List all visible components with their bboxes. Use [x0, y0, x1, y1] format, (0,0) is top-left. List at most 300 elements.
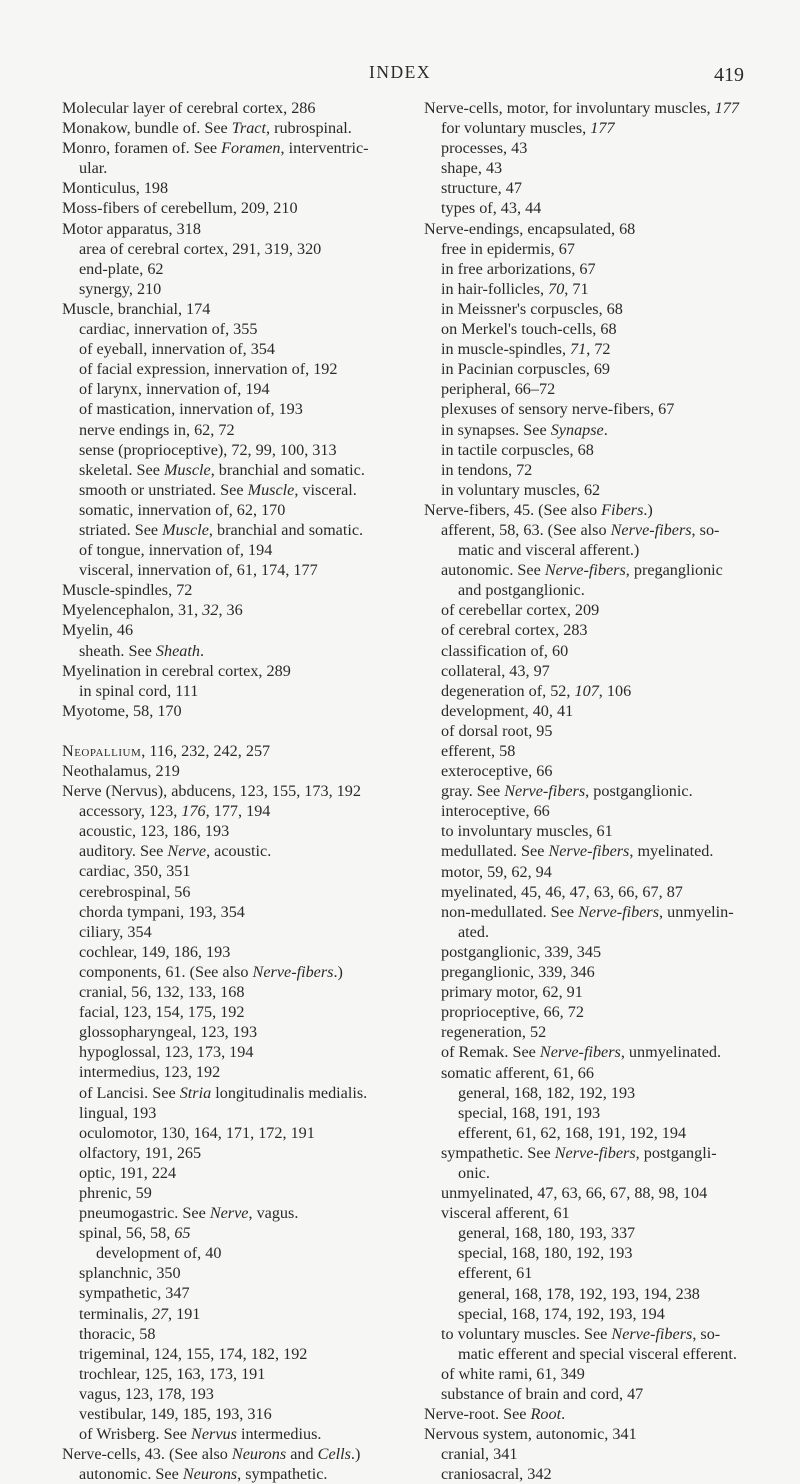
index-subentry — [424, 781, 790, 801]
entry-text: visceral afferent, 61 — [441, 1204, 570, 1223]
cross-reference-text: Muscle — [247, 480, 295, 499]
index-subentry — [62, 1143, 432, 1163]
index-subentry — [424, 460, 790, 480]
entry-text: cochlear, 149, 186, 193 — [79, 942, 231, 961]
entry-text: end-plate, 62 — [79, 259, 164, 278]
index-subentry — [62, 861, 432, 881]
entry-text: plexuses of sensory nerve-fibers, 67 — [441, 400, 675, 419]
entry-text: visceral, innervation of, 61, 174, 177 — [79, 561, 318, 580]
index-subentry — [424, 198, 790, 218]
entry-text: substance of brain and cord, 47 — [441, 1385, 644, 1403]
index-entry — [424, 219, 790, 239]
entry-text: Monakow, bundle of. See — [62, 119, 232, 138]
index-subentry — [424, 902, 790, 922]
entry-text: trochlear, 125, 163, 173, 191 — [79, 1364, 266, 1383]
cross-reference-text: Nerve-fibers — [252, 962, 334, 981]
index-entry — [62, 299, 432, 319]
index-column-left — [62, 98, 432, 1484]
entry-text: and — [286, 1445, 318, 1464]
entry-text: Nerve-cells, 43. (See also — [62, 1445, 232, 1464]
entry-text: collateral, 43, 97 — [441, 661, 550, 680]
entry-text: spinal, 56, 58, — [79, 1224, 175, 1243]
entry-text: oculomotor, 130, 164, 171, 172, 191 — [79, 1123, 315, 1142]
entry-text: Nerve-root. See — [424, 1405, 531, 1424]
index-subentry — [62, 500, 432, 520]
index-subentry — [424, 239, 790, 259]
entry-text: structure, 47 — [441, 179, 522, 198]
entry-text: somatic, innervation of, 62, 170 — [79, 500, 286, 519]
index-subentry — [62, 1203, 432, 1223]
index-subentry — [424, 359, 790, 379]
entry-text: and postganglionic. — [458, 581, 585, 600]
index-subentry — [62, 821, 432, 841]
index-subentry — [424, 701, 790, 721]
index-subentry — [424, 319, 790, 339]
entry-text: , visceral. — [294, 480, 357, 499]
cross-reference-text: Neurons — [182, 1465, 238, 1484]
index-subentry — [62, 1243, 432, 1263]
index-subentry — [62, 1304, 432, 1324]
index-entry — [62, 178, 432, 198]
entry-text: Monro, foramen of. See — [62, 139, 222, 158]
entry-text: area of cerebral cortex, 291, 319, 320 — [79, 239, 322, 258]
entry-text: preganglionic, 339, 346 — [441, 963, 595, 982]
entry-text: in free arborizations, 67 — [441, 259, 596, 278]
index-subentry — [424, 560, 790, 580]
index-entry — [424, 98, 790, 118]
entry-text: cerebrospinal, 56 — [79, 882, 191, 901]
index-subentry — [62, 1022, 432, 1042]
entry-text: in spinal cord, 111 — [79, 681, 199, 700]
entry-text: on Merkel's touch-cells, 68 — [441, 320, 617, 339]
entry-text: afferent, 58, 63. (See also — [441, 520, 611, 539]
index-subentry — [424, 1123, 790, 1143]
entry-text: terminalis, — [79, 1304, 152, 1323]
entry-text: , branchial and somatic. — [210, 460, 365, 479]
entry-text: sympathetic, 347 — [79, 1284, 190, 1303]
entry-text: special, 168, 180, 192, 193 — [458, 1244, 633, 1263]
index-entry — [62, 98, 432, 118]
index-subentry — [424, 681, 790, 701]
entry-text: thoracic, 58 — [79, 1324, 156, 1343]
index-subentry — [424, 1223, 790, 1243]
index-subentry — [424, 279, 790, 299]
cross-reference-text: 65 — [174, 1224, 191, 1243]
index-subentry — [62, 399, 432, 419]
entry-text: of Remak. See — [441, 1043, 540, 1062]
entry-text: , 36 — [218, 601, 243, 620]
index-subentry — [62, 1364, 432, 1384]
index-subentry — [62, 1223, 432, 1243]
index-subentry — [62, 922, 432, 942]
entry-text: chorda tympani, 193, 354 — [79, 902, 245, 921]
index-subentry — [424, 1444, 790, 1464]
index-subentry — [62, 1464, 432, 1484]
section-gap — [62, 721, 432, 741]
index-subentry — [424, 801, 790, 821]
entry-text: Nerve (Nervus), abducens, 123, 155, 173, 192 — [62, 782, 361, 801]
cross-reference-text: Stria — [179, 1083, 212, 1102]
index-subentry — [62, 841, 432, 861]
entry-text: somatic afferent, 61, 66 — [441, 1063, 594, 1082]
entry-text: motor, 59, 62, 94 — [441, 862, 552, 881]
index-subentry — [424, 882, 790, 902]
index-subentry — [424, 641, 790, 661]
entry-text: cranial, 56, 132, 133, 168 — [79, 983, 245, 1002]
cross-reference-text: Nerve — [167, 842, 207, 861]
entry-text: cranial, 341 — [441, 1445, 518, 1464]
cross-reference-text: Fibers — [601, 500, 644, 519]
entry-text: longitudinalis medialis. — [211, 1083, 368, 1102]
entry-text: striated. See — [79, 520, 163, 539]
entry-text: general, 168, 178, 192, 193, 194, 238 — [458, 1284, 700, 1303]
cross-reference-text: Nerve-fibers — [610, 520, 692, 539]
entry-text: , so- — [691, 520, 720, 539]
entry-text: of cerebral cortex, 283 — [441, 621, 588, 640]
entry-text: development, 40, 41 — [441, 701, 574, 720]
index-subentry — [62, 480, 432, 500]
entry-text: in tactile corpuscles, 68 — [441, 440, 594, 459]
index-subentry — [62, 982, 432, 1002]
entry-text: Neopallium — [62, 741, 142, 760]
entry-text: nerve endings in, 62, 72 — [79, 420, 235, 439]
index-subentry — [424, 158, 790, 178]
index-subentry — [424, 922, 790, 942]
entry-text: matic efferent and special visceral efferent. — [458, 1344, 737, 1363]
entry-text: of white rami, 61, 349 — [441, 1364, 585, 1383]
entry-text: free in epidermis, 67 — [441, 239, 575, 258]
entry-text: in muscle-spindles, — [441, 340, 571, 359]
index-subentry — [424, 299, 790, 319]
entry-text: Molecular layer of cerebral cortex, 286 — [62, 99, 316, 117]
entry-text: , preganglionic — [625, 561, 723, 580]
index-subentry — [62, 540, 432, 560]
entry-text: , postganglionic. — [585, 782, 693, 801]
entry-text: , so- — [692, 1324, 721, 1343]
index-subentry — [424, 942, 790, 962]
entry-text: optic, 191, 224 — [79, 1163, 177, 1182]
entry-text: .) — [333, 962, 343, 981]
entry-text: sympathetic. See — [441, 1143, 555, 1162]
entry-text: , 116, 232, 242, 257 — [141, 741, 271, 760]
index-subentry — [62, 379, 432, 399]
index-entry — [424, 1404, 790, 1424]
cross-reference-text: 177 — [590, 119, 615, 138]
index-subentry — [424, 1344, 790, 1364]
entry-text: non-medullated. See — [441, 902, 579, 921]
index-entry — [62, 701, 432, 721]
index-subentry — [424, 379, 790, 399]
index-subentry — [424, 1384, 790, 1404]
index-subentry — [62, 1183, 432, 1203]
index-subentry — [424, 1083, 790, 1103]
entry-text: to voluntary muscles. See — [441, 1324, 612, 1343]
entry-text: vestibular, 149, 185, 193, 316 — [79, 1405, 272, 1423]
entry-text: to involuntary muscles, 61 — [441, 822, 613, 841]
index-entry — [62, 781, 432, 801]
index-subentry — [424, 580, 790, 600]
entry-text: , sympathetic. — [237, 1465, 328, 1484]
index-subentry — [62, 1344, 432, 1364]
cross-reference-text: Muscle — [162, 520, 209, 539]
index-subentry — [62, 1062, 432, 1082]
entry-text: of mastication, innervation of, 193 — [79, 400, 303, 419]
index-subentry — [424, 1243, 790, 1263]
index-subentry — [424, 1143, 790, 1163]
entry-text: cardiac, innervation of, 355 — [79, 320, 258, 339]
cross-reference-text: Nerve-fibers — [611, 1324, 693, 1343]
index-entry — [62, 1444, 432, 1464]
index-entry — [62, 580, 432, 600]
entry-text: smooth or unstriated. See — [79, 480, 248, 499]
cross-reference-text: Muscle — [163, 460, 211, 479]
index-subentry — [62, 1283, 432, 1303]
entry-text: . — [603, 420, 608, 439]
entry-text: . — [561, 1405, 566, 1424]
index-subentry — [424, 420, 790, 440]
entry-text: of Wrisberg. See — [79, 1425, 192, 1444]
entry-text: of larynx, innervation of, 194 — [79, 380, 270, 399]
index-entry — [62, 661, 432, 681]
index-subentry — [424, 540, 790, 560]
entry-text: regeneration, 52 — [441, 1023, 547, 1042]
entry-text: ciliary, 354 — [79, 922, 152, 941]
entry-text: synergy, 210 — [79, 279, 162, 298]
entry-text: olfactory, 191, 265 — [79, 1143, 202, 1162]
entry-text: autonomic. See — [79, 1465, 183, 1484]
index-subentry — [424, 339, 790, 359]
entry-text: proprioceptive, 66, 72 — [441, 1003, 584, 1022]
entry-text: , myelinated. — [629, 842, 714, 861]
index-column-right — [424, 98, 790, 1484]
entry-text: auditory. See — [79, 842, 168, 861]
entry-text: of cerebellar cortex, 209 — [441, 601, 600, 620]
entry-text: skeletal. See — [79, 460, 164, 479]
index-entry — [62, 600, 432, 620]
entry-text: processes, 43 — [441, 139, 528, 158]
entry-text: in Meissner's corpuscles, 68 — [441, 299, 623, 318]
cross-reference-text: 71 — [570, 340, 587, 359]
entry-text: lingual, 193 — [79, 1103, 157, 1122]
index-subentry — [424, 1304, 790, 1324]
entry-text: , interventric- — [280, 139, 369, 158]
index-subentry — [424, 1263, 790, 1283]
index-subentry — [424, 1002, 790, 1022]
index-subentry — [424, 741, 790, 761]
entry-text: classification of, 60 — [441, 641, 569, 660]
index-subentry — [424, 841, 790, 861]
index-subentry — [424, 721, 790, 741]
index-subentry — [424, 761, 790, 781]
cross-reference-text: 107 — [574, 681, 599, 700]
index-subentry — [424, 480, 790, 500]
index-subentry — [424, 1063, 790, 1083]
entry-text: , unmyelin- — [659, 902, 734, 921]
entry-text: Myelin, 46 — [62, 621, 134, 640]
entry-text: Myelination in cerebral cortex, 289 — [62, 661, 291, 680]
entry-text: .) — [643, 500, 653, 519]
entry-text: unmyelinated, 47, 63, 66, 67, 88, 98, 104 — [441, 1184, 708, 1203]
entry-text: vagus, 123, 178, 193 — [79, 1384, 214, 1403]
index-subentry — [62, 801, 432, 821]
index-subentry — [424, 661, 790, 681]
entry-text: Muscle-spindles, 72 — [62, 581, 193, 600]
entry-text: facial, 123, 154, 175, 192 — [79, 1003, 245, 1022]
cross-reference-text: Synapse — [550, 420, 604, 439]
index-subentry — [62, 942, 432, 962]
entry-text: sheath. See — [79, 641, 156, 660]
entry-text: intermedius. — [236, 1425, 322, 1444]
index-subentry — [62, 239, 432, 259]
cross-reference-text: Nerve-fibers — [544, 561, 626, 580]
entry-text: autonomic. See — [441, 561, 545, 580]
entry-text: trigeminal, 124, 155, 174, 182, 192 — [79, 1344, 308, 1363]
entry-text: of tongue, innervation of, 194 — [79, 541, 273, 560]
index-subentry — [424, 982, 790, 1002]
cross-reference-text: Nerve-fibers — [504, 782, 586, 801]
entry-text: Motor apparatus, 318 — [62, 219, 201, 238]
entry-text: Nerve-fibers, 45. (See also — [424, 500, 602, 519]
entry-text: , postgangli- — [635, 1143, 717, 1162]
entry-text: exteroceptive, 66 — [441, 762, 553, 781]
entry-text: Monticulus, 198 — [62, 179, 169, 198]
index-entry — [62, 620, 432, 640]
entry-text: peripheral, 66–72 — [441, 380, 556, 399]
entry-text: of eyeball, innervation of, 354 — [79, 340, 275, 359]
index-subentry — [62, 520, 432, 540]
entry-text: efferent, 58 — [441, 742, 516, 760]
index-entry — [62, 198, 432, 218]
index-subentry — [424, 600, 790, 620]
entry-text: craniosacral, 342 — [441, 1465, 552, 1484]
index-subentry — [62, 460, 432, 480]
index-subentry — [62, 1042, 432, 1062]
entry-text: , 72 — [586, 340, 611, 359]
entry-text: onic. — [458, 1163, 490, 1182]
running-title: INDEX — [369, 62, 431, 82]
index-subentry — [424, 1203, 790, 1223]
entry-text: for voluntary muscles, — [441, 119, 591, 138]
index-subentry — [424, 399, 790, 419]
index-subentry — [62, 1263, 432, 1283]
entry-text: , 106 — [598, 681, 632, 700]
index-entry — [62, 219, 432, 239]
entry-text: , 191 — [168, 1304, 201, 1323]
entry-text: Neothalamus, 219 — [62, 762, 180, 780]
page-number: 419 — [714, 64, 744, 86]
entry-text: special, 168, 191, 193 — [458, 1103, 601, 1122]
entry-text: development of, 40 — [96, 1244, 222, 1263]
index-subentry — [424, 178, 790, 198]
entry-text: of Lancisi. See — [79, 1083, 180, 1102]
entry-text: myelinated, 45, 46, 47, 63, 66, 67, 87 — [441, 882, 683, 901]
entry-text: , vagus. — [248, 1204, 299, 1223]
cross-reference-text: 177 — [714, 99, 739, 117]
entry-text: postganglionic, 339, 345 — [441, 942, 602, 961]
index-subentry — [62, 319, 432, 339]
entry-text: ular. — [79, 159, 108, 178]
entry-text: . — [199, 641, 204, 660]
entry-text: glossopharyngeal, 123, 193 — [79, 1023, 258, 1042]
index-subentry — [62, 420, 432, 440]
entry-text: , rubrospinal. — [265, 119, 352, 138]
entry-text: shape, 43 — [441, 159, 503, 178]
index-entry — [62, 761, 432, 781]
index-subentry — [424, 118, 790, 138]
cross-reference-text: Cells — [317, 1445, 351, 1464]
cross-reference-text: Nerve — [209, 1204, 249, 1223]
index-subentry — [424, 821, 790, 841]
index-subentry — [424, 1364, 790, 1384]
index-subentry — [62, 1123, 432, 1143]
entry-text: sense (proprioceptive), 72, 99, 100, 313 — [79, 440, 337, 459]
index-subentry — [62, 1384, 432, 1404]
index-subentry — [424, 440, 790, 460]
index-subentry — [424, 620, 790, 640]
entry-text: cardiac, 350, 351 — [79, 862, 191, 881]
entry-text: in hair-follicles, — [441, 279, 549, 298]
entry-text: of facial expression, innervation of, 192 — [79, 360, 338, 379]
index-subentry — [62, 339, 432, 359]
entry-text: interoceptive, 66 — [441, 802, 550, 821]
index-subentry — [62, 1404, 432, 1424]
cross-reference-text: Neurons — [231, 1445, 287, 1464]
entry-text: , branchial and somatic. — [208, 520, 364, 539]
entry-text: Nervous system, autonomic, 341 — [424, 1425, 637, 1444]
entry-text: in Pacinian corpuscles, 69 — [441, 360, 611, 379]
entry-text: efferent, 61 — [458, 1264, 533, 1283]
index-subentry — [424, 1163, 790, 1183]
entry-text: splanchnic, 350 — [79, 1264, 181, 1283]
index-subentry — [62, 279, 432, 299]
index-subentry — [62, 882, 432, 902]
index-subentry — [424, 138, 790, 158]
index-subentry — [424, 1284, 790, 1304]
index-subentry — [424, 1324, 790, 1344]
cross-reference-text: Nerve-fibers — [578, 902, 660, 921]
index-subentry — [62, 1424, 432, 1444]
entry-text: hypoglossal, 123, 173, 194 — [79, 1043, 254, 1062]
entry-text: general, 168, 182, 192, 193 — [458, 1083, 636, 1102]
index-subentry — [62, 440, 432, 460]
cross-reference-text: 70 — [548, 279, 565, 298]
entry-text: acoustic, 123, 186, 193 — [79, 822, 230, 841]
entry-text: special, 168, 174, 192, 193, 194 — [458, 1304, 665, 1323]
entry-text: types of, 43, 44 — [441, 199, 542, 218]
index-subentry — [424, 1183, 790, 1203]
entry-text: , unmyelinated. — [620, 1043, 722, 1062]
index-subentry — [62, 1083, 432, 1103]
index-subentry — [424, 259, 790, 279]
cross-reference-text: Nervus — [191, 1425, 237, 1444]
cross-reference-text: 32 — [202, 601, 219, 620]
entry-text: ated. — [458, 922, 490, 941]
index-entry — [62, 741, 432, 761]
index-entry — [424, 500, 790, 520]
index-subentry — [424, 520, 790, 540]
cross-reference-text: Sheath — [155, 641, 200, 660]
entry-text: in tendons, 72 — [441, 460, 533, 479]
entry-text: phrenic, 59 — [79, 1183, 152, 1202]
index-subentry — [424, 862, 790, 882]
cross-reference-text: Root — [530, 1405, 562, 1424]
index-subentry — [62, 1163, 432, 1183]
entry-text: in voluntary muscles, 62 — [441, 480, 601, 499]
entry-text: in synapses. See — [441, 420, 551, 439]
index-subentry — [424, 1464, 790, 1484]
index-subentry — [62, 1103, 432, 1123]
entry-text: Moss-fibers of cerebellum, 209, 210 — [62, 199, 298, 218]
